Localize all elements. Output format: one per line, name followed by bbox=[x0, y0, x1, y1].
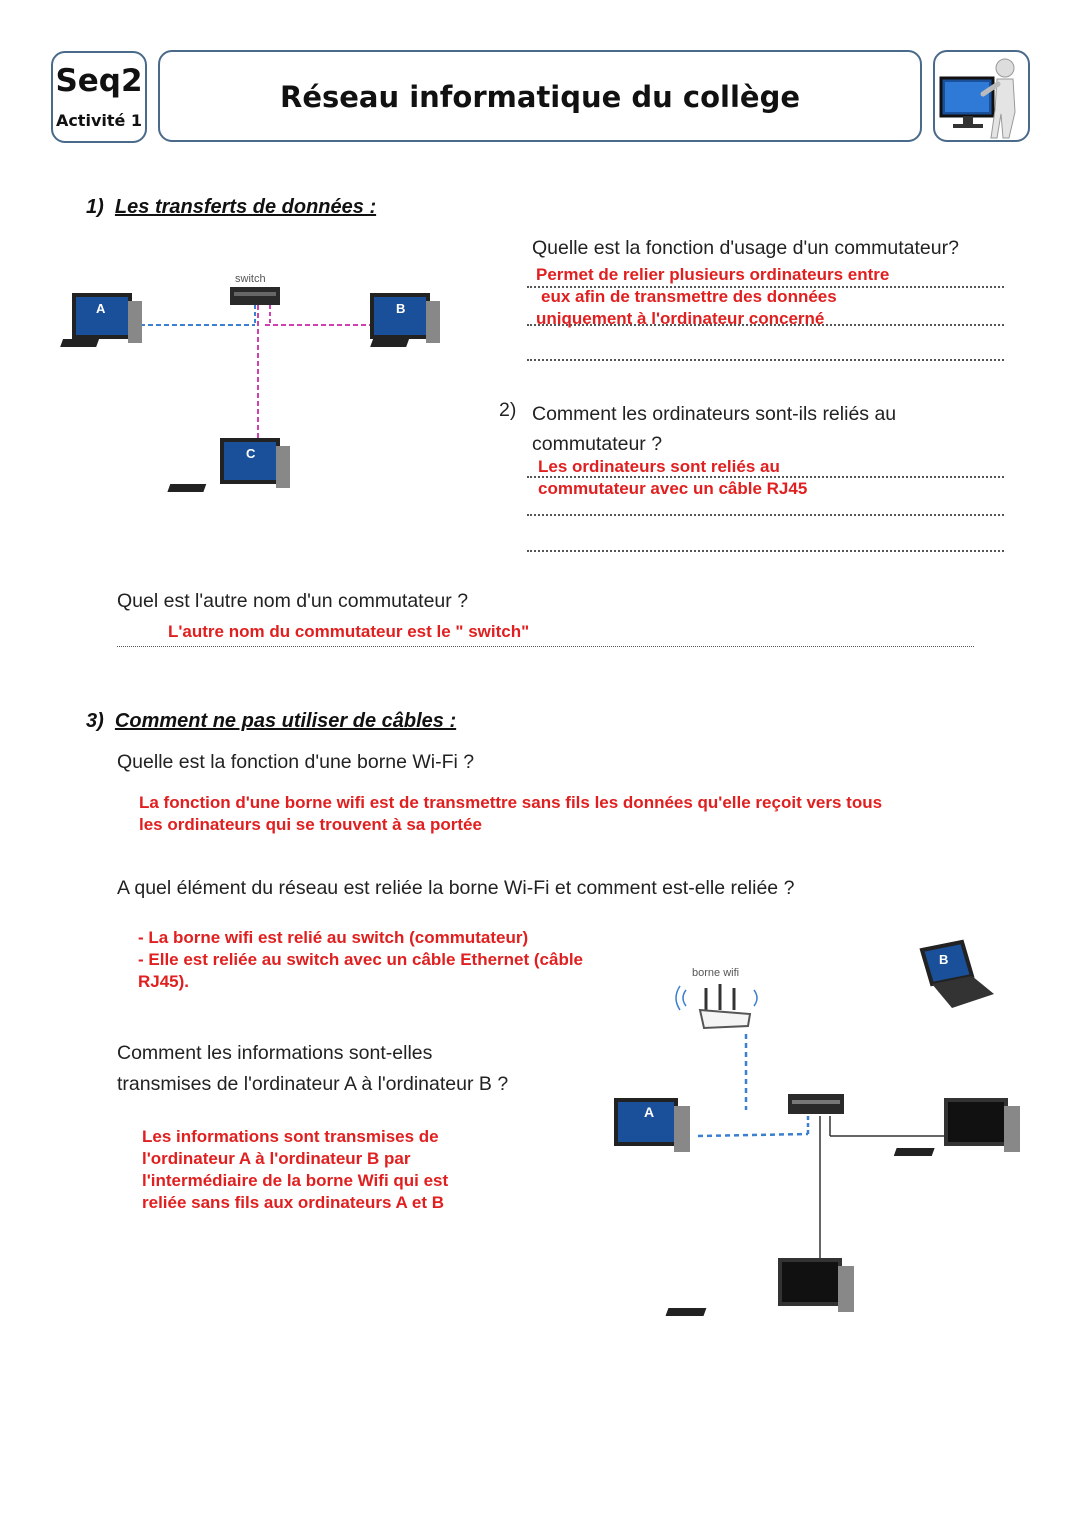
wifi-router bbox=[676, 984, 757, 1028]
answer-other-name: L'autre nom du commutateur est le " switch" bbox=[168, 622, 530, 641]
question-info-transmission: Comment les informations sont-elles transmises de l'ordinateur A à l'ordinateur B ? bbox=[117, 1042, 509, 1095]
logo-box bbox=[933, 50, 1030, 142]
answer-line bbox=[117, 646, 974, 647]
computer-right bbox=[894, 1100, 1020, 1156]
section1-heading bbox=[86, 196, 376, 219]
switch-label: switch bbox=[235, 273, 266, 285]
question-wifi-connection: A quel élément du réseau est reliée la borne Wi-Fi et comment est-elle reliée ? bbox=[117, 877, 795, 899]
answer-commutateur-function: Permet de relier plusieurs ordinateurs entre eux afin de transmettre des données uniquement à l'ordinateur concerné bbox=[536, 265, 890, 328]
computer-bottom bbox=[666, 1260, 854, 1316]
laptop-b-label: B bbox=[939, 952, 949, 967]
question-wifi-function: Quelle est la fonction d'une borne Wi-Fi ? bbox=[117, 751, 475, 773]
laptop-b bbox=[922, 942, 994, 1008]
section3-title: Comment ne pas utiliser de câbles : bbox=[114, 710, 457, 732]
section1-title: Les transferts de données : bbox=[114, 196, 377, 218]
page-title: Réseau informatique du collège bbox=[279, 80, 801, 114]
cable-a-switch-2 bbox=[698, 1134, 808, 1136]
wifi-router-label: borne wifi bbox=[692, 967, 740, 979]
answer-how-connected: Les ordinateurs sont reliés au commutateur avec un câble RJ45 bbox=[538, 457, 808, 498]
question-commutateur-function: Quelle est la fonction d'usage d'un commutateur? bbox=[532, 237, 959, 259]
network-diagram-switch bbox=[60, 265, 480, 505]
section1-number: 1) bbox=[86, 196, 104, 218]
computer-c-label: C bbox=[246, 446, 256, 461]
answer-line bbox=[527, 514, 1004, 516]
activity-label: Activité 1 bbox=[55, 111, 143, 130]
switch-device-2 bbox=[788, 1094, 844, 1114]
answer-line bbox=[527, 550, 1004, 552]
computer-a2-label: A bbox=[644, 1104, 655, 1120]
computer-a-label: A bbox=[96, 301, 106, 316]
switch-device bbox=[230, 287, 280, 305]
computer-c bbox=[167, 440, 290, 492]
network-diagram-wifi bbox=[600, 930, 1040, 1330]
question2-number: 2) bbox=[499, 399, 517, 421]
title-box bbox=[158, 50, 922, 142]
question-other-name: Quel est l'autre nom d'un commutateur ? bbox=[117, 590, 469, 612]
answer-wifi-function: La fonction d'une borne wifi est de transmettre sans fils les données qu'elle reçoit vers tous les ordinateurs qui se trouvent à sa portée bbox=[139, 793, 883, 834]
sequence-badge bbox=[51, 51, 147, 143]
question-how-connected: Comment les ordinateurs sont-ils reliés au commutateur ? bbox=[532, 403, 897, 455]
answer-wifi-connection: - La borne wifi est relié au switch (commutateur) - Elle est reliée au switch avec un câble Ethernet (câble RJ45). bbox=[138, 928, 584, 991]
answer-info-transmission: Les informations sont transmises de l'ordinateur A à l'ordinateur B par l'intermédiaire de la borne Wifi qui est reliée sans fils aux ordinateurs A et B bbox=[142, 1127, 449, 1212]
teacher-presenting-screen-icon bbox=[935, 52, 1028, 140]
section3-number: 3) bbox=[86, 710, 104, 732]
answer-line bbox=[527, 359, 1004, 361]
sequence-label: Seq2 bbox=[55, 63, 143, 99]
section3-heading bbox=[86, 710, 456, 733]
computer-b-label: B bbox=[396, 301, 406, 316]
